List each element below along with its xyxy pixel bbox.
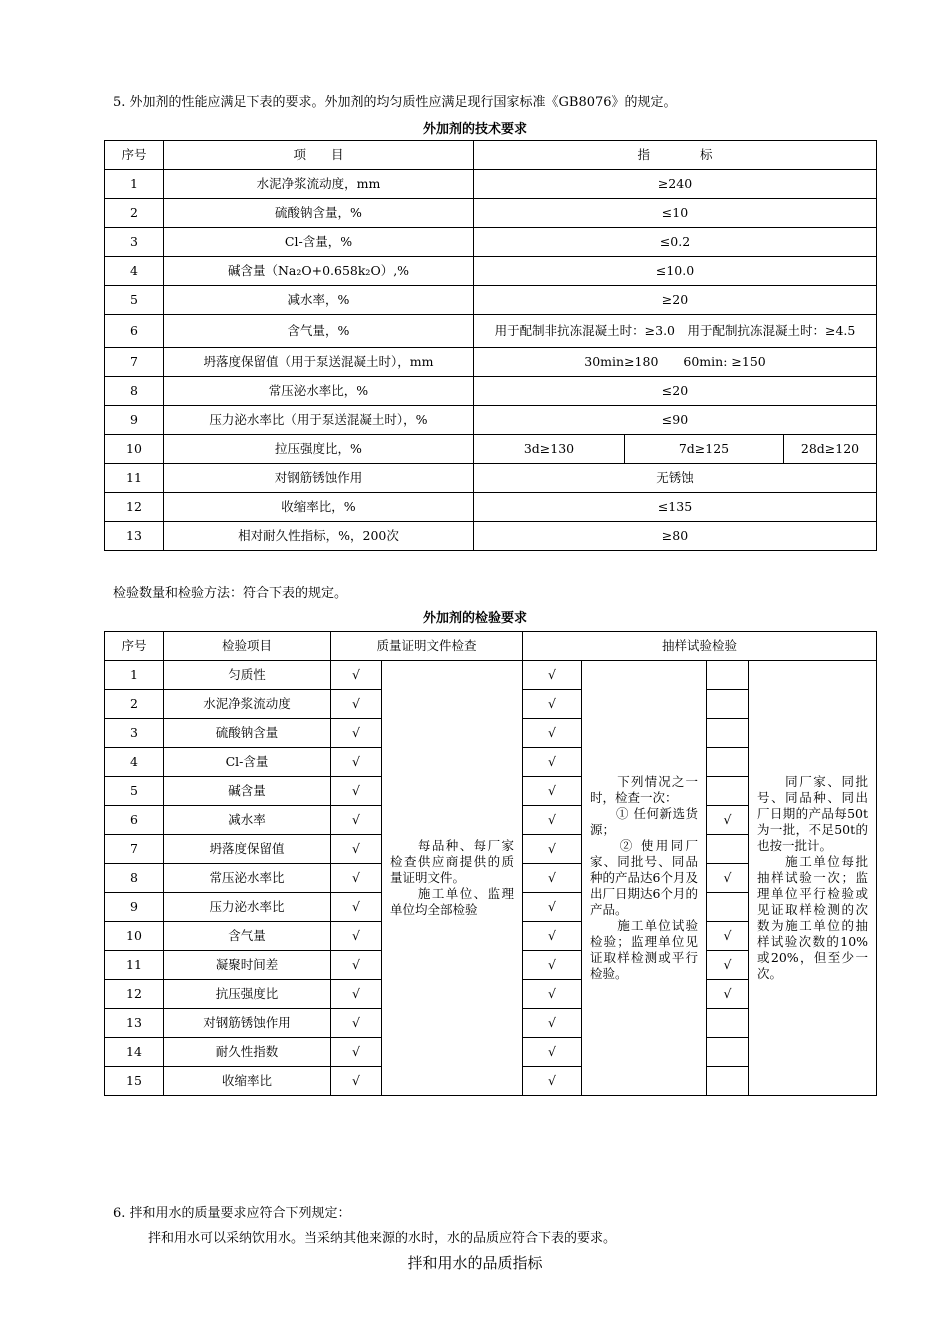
row-item: 碱含量	[164, 777, 331, 806]
quality-check-mark: √	[331, 661, 382, 690]
row-no: 10	[105, 435, 164, 464]
row-item: 硫酸钠含量，%	[164, 199, 474, 228]
row-value: ≥20	[474, 286, 877, 315]
row-no: 15	[105, 1067, 164, 1096]
quality-check-mark: √	[331, 719, 382, 748]
sampling-check-mark: √	[523, 661, 582, 690]
table1-title: 外加剂的技术要求	[422, 122, 527, 137]
extra-check-mark	[707, 1009, 749, 1038]
row-item: 坍落度保留值	[164, 835, 331, 864]
quality-check-mark: √	[331, 690, 382, 719]
table-row	[105, 435, 877, 464]
row-no: 3	[105, 228, 164, 257]
section6-line: 拌和用水可以采纳饮用水。当采纳其他来源的水时，水的品质应符合下表的要求。	[148, 1231, 617, 1246]
row-no: 8	[105, 864, 164, 893]
sampling-check-mark: √	[523, 1038, 582, 1067]
header-value: 指 标	[474, 141, 877, 170]
extra-check-mark	[707, 1067, 749, 1096]
quality-check-mark: √	[331, 1038, 382, 1067]
table-row	[105, 406, 877, 435]
row-no: 11	[105, 951, 164, 980]
row-no: 9	[105, 893, 164, 922]
quality-check-mark: √	[331, 922, 382, 951]
row-no: 7	[105, 348, 164, 377]
row-item: 压力泌水率比（用于泵送混凝土时），%	[164, 406, 474, 435]
row-no: 13	[105, 1009, 164, 1038]
row-no: 1	[105, 170, 164, 199]
row-value: ≤10.0	[474, 257, 877, 286]
row-item: 对钢筋锈蚀作用	[164, 1009, 331, 1038]
admixture-inspection-table	[104, 631, 877, 1096]
table-row	[105, 315, 877, 348]
quality-check-mark: √	[331, 806, 382, 835]
sampling-check-mark: √	[523, 806, 582, 835]
sampling-check-mark: √	[523, 1067, 582, 1096]
row-item: 水泥净浆流动度，mm	[164, 170, 474, 199]
value-3d: 3d≥130	[474, 435, 625, 464]
row-no: 4	[105, 748, 164, 777]
extra-check-mark	[707, 719, 749, 748]
row-item: 匀质性	[164, 661, 331, 690]
row-no: 13	[105, 522, 164, 551]
extra-check-mark: √	[707, 951, 749, 980]
row-value: ≤10	[474, 199, 877, 228]
header-item: 检验项目	[164, 632, 331, 661]
quality-method-text: 每品种、每厂家检查供应商提供的质量证明文件。 施工单位、监理单位均全部检验	[382, 661, 523, 1096]
extra-check-mark	[707, 1038, 749, 1067]
quality-check-mark: √	[331, 777, 382, 806]
row-item: 硫酸钠含量	[164, 719, 331, 748]
table-row	[105, 257, 877, 286]
sampling-check-mark: √	[523, 980, 582, 1009]
sampling-check-mark: √	[523, 719, 582, 748]
row-item: 耐久性指数	[164, 1038, 331, 1067]
admixture-tech-table	[104, 140, 877, 551]
quality-check-mark: √	[331, 980, 382, 1009]
quality-check-mark: √	[331, 835, 382, 864]
row-item: 含气量，%	[164, 315, 474, 348]
table-row	[105, 228, 877, 257]
row-value: ≤20	[474, 377, 877, 406]
value-28d: 28d≥120	[784, 435, 877, 464]
row-value: ≥80	[474, 522, 877, 551]
sampling-method-text: 下列情况之一时，检查一次： ① 任何新选货源； ② 使用同厂家、同批号、同品种的产品达6个月及出厂日期达6个月的产品。 施工单位试验检验；监理单位见证取样检测或平行检验。	[582, 661, 707, 1096]
extra-check-mark	[707, 777, 749, 806]
row-no: 12	[105, 980, 164, 1009]
quality-check-mark: √	[331, 1067, 382, 1096]
row-item: Cl-含量，%	[164, 228, 474, 257]
table1-header-row	[105, 141, 877, 170]
row-item: 抗压强度比	[164, 980, 331, 1009]
row-item: 常压泌水率比，%	[164, 377, 474, 406]
header-item: 项 目	[164, 141, 474, 170]
extra-check-mark	[707, 893, 749, 922]
sampling-check-mark: √	[523, 835, 582, 864]
row-item: 坍落度保留值（用于泵送混凝土时），mm	[164, 348, 474, 377]
row-item: 水泥净浆流动度	[164, 690, 331, 719]
row-item: 压力泌水率比	[164, 893, 331, 922]
section6-intro: 6. 拌和用水的质量要求应符合下列规定：	[113, 1206, 351, 1221]
table-row	[105, 286, 877, 315]
row-no: 11	[105, 464, 164, 493]
extra-check-mark: √	[707, 922, 749, 951]
row-item: 减水率	[164, 806, 331, 835]
row-no: 14	[105, 1038, 164, 1067]
extra-check-mark	[707, 661, 749, 690]
extra-check-mark	[707, 835, 749, 864]
row-value: ≤90	[474, 406, 877, 435]
row-no: 6	[105, 315, 164, 348]
sampling-check-mark: √	[523, 748, 582, 777]
table-row	[105, 377, 877, 406]
sampling-check-mark: √	[523, 777, 582, 806]
row-no: 5	[105, 777, 164, 806]
sampling-check-mark: √	[523, 893, 582, 922]
row-value: 用于配制非抗冻混凝土时：≥3.0 用于配制抗冻混凝土时：≥4.5	[474, 315, 877, 348]
row-item: 凝聚时间差	[164, 951, 331, 980]
row-no: 7	[105, 835, 164, 864]
row-item: 相对耐久性指标，%，200次	[164, 522, 474, 551]
row-value: ≤135	[474, 493, 877, 522]
row-no: 1	[105, 661, 164, 690]
row-no: 8	[105, 377, 164, 406]
extra-check-mark: √	[707, 980, 749, 1009]
quality-check-mark: √	[331, 951, 382, 980]
row-no: 6	[105, 806, 164, 835]
header-sampling: 抽样试验检验	[523, 632, 877, 661]
row-value: ≥240	[474, 170, 877, 199]
table3-title: 拌和用水的品质指标	[407, 1254, 543, 1272]
row-item: Cl-含量	[164, 748, 331, 777]
table-row	[105, 170, 877, 199]
row-value: 无锈蚀	[474, 464, 877, 493]
row-no: 4	[105, 257, 164, 286]
row-value: 30min≥180 60min: ≥150	[474, 348, 877, 377]
row-item: 收缩率比	[164, 1067, 331, 1096]
sampling-check-mark: √	[523, 690, 582, 719]
header-quality: 质量证明文件检查	[331, 632, 523, 661]
sampling-check-mark: √	[523, 1009, 582, 1038]
table2-title: 外加剂的检验要求	[422, 611, 527, 626]
table-row	[105, 493, 877, 522]
row-value: ≤0.2	[474, 228, 877, 257]
row-item: 碱含量（Na₂O+0.658k₂O）,%	[164, 257, 474, 286]
row-no: 10	[105, 922, 164, 951]
row-item: 常压泌水率比	[164, 864, 331, 893]
sampling-check-mark: √	[523, 864, 582, 893]
extra-check-mark: √	[707, 864, 749, 893]
row-item: 含气量	[164, 922, 331, 951]
row-no: 3	[105, 719, 164, 748]
table-row	[105, 199, 877, 228]
quality-check-mark: √	[331, 893, 382, 922]
table-row	[105, 522, 877, 551]
sampling-check-mark: √	[523, 951, 582, 980]
extra-check-mark: √	[707, 806, 749, 835]
row-item: 收缩率比，%	[164, 493, 474, 522]
table2-header-row	[105, 632, 877, 661]
header-no: 序号	[105, 141, 164, 170]
table-row	[105, 464, 877, 493]
sampling-check-mark: √	[523, 922, 582, 951]
extra-check-mark	[707, 748, 749, 777]
header-no: 序号	[105, 632, 164, 661]
row-no: 2	[105, 690, 164, 719]
inspection-intro: 检验数量和检验方法：符合下表的规定。	[113, 586, 348, 601]
quality-check-mark: √	[331, 748, 382, 777]
quality-check-mark: √	[331, 1009, 382, 1038]
batch-rule-text: 同厂家、同批号、同品种、同出厂日期的产品每50t为一批，不足50t的也按一批计。 施工单位每批抽样试验一次；监理单位平行检验或见证取样检测的次数为施工单位的抽样试验次数的10%或20%，但至少一次。	[749, 661, 877, 1096]
row-no: 9	[105, 406, 164, 435]
row-no: 2	[105, 199, 164, 228]
row-item: 拉压强度比，%	[164, 435, 474, 464]
quality-check-mark: √	[331, 864, 382, 893]
row-no: 12	[105, 493, 164, 522]
table-row	[105, 661, 877, 690]
extra-check-mark	[707, 690, 749, 719]
table-row	[105, 348, 877, 377]
row-item: 对钢筋锈蚀作用	[164, 464, 474, 493]
section5-intro: 5. 外加剂的性能应满足下表的要求。外加剂的均匀质性应满足现行国家标准《GB8076》的规定。	[113, 95, 677, 110]
row-item: 减水率，%	[164, 286, 474, 315]
value-7d: 7d≥125	[625, 435, 784, 464]
row-no: 5	[105, 286, 164, 315]
